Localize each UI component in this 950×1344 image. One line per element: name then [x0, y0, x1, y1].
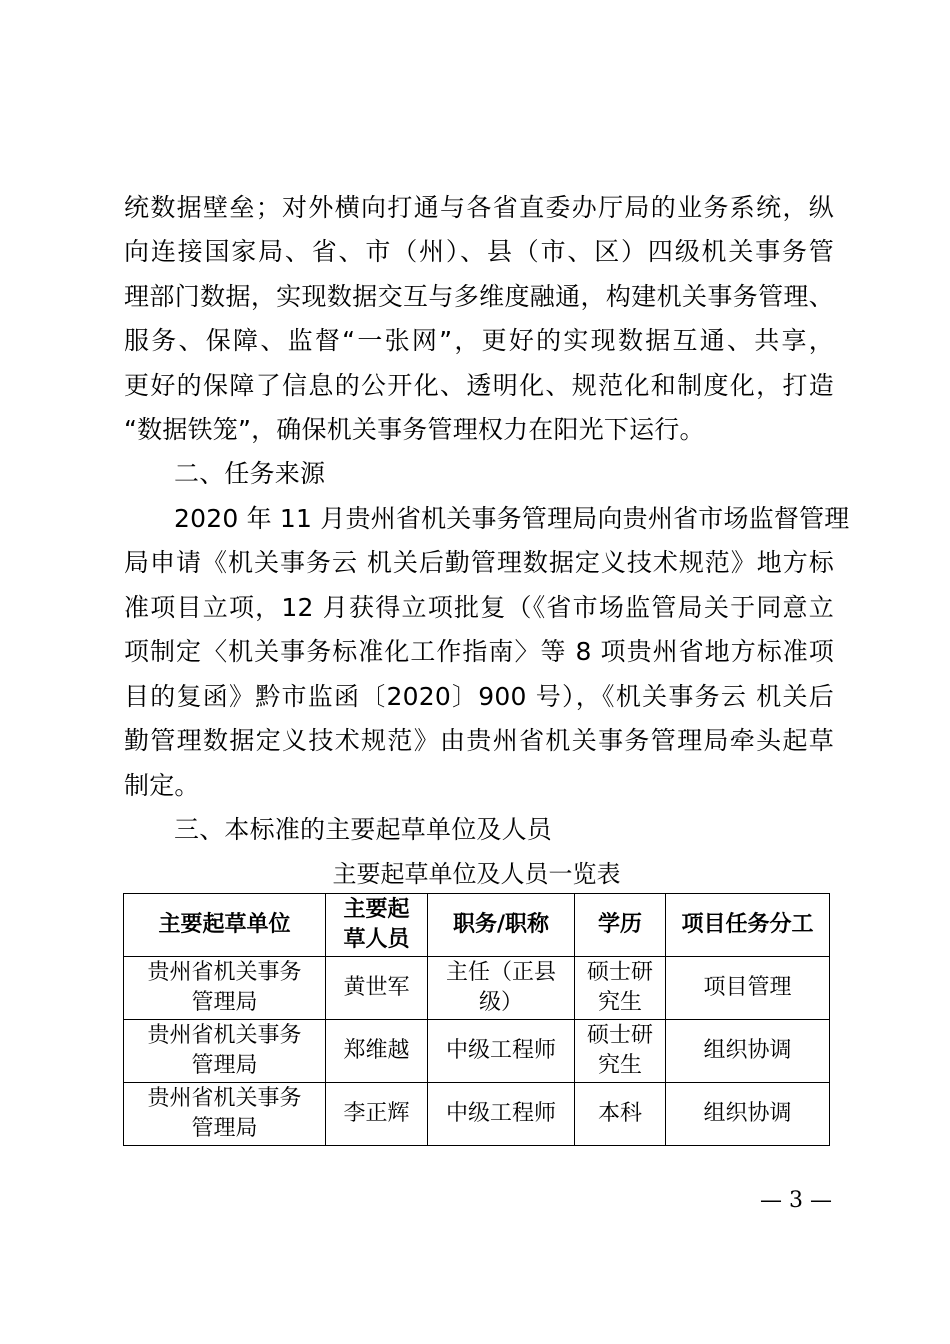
body-text-line: 项制定〈机关事务标准化工作指南〉等 8 项贵州省地方标准项: [124, 637, 834, 666]
body-text-line: 服务、保障、监督“一张网”，更好的实现数据互通、共享，: [124, 326, 834, 355]
cell-drafter: 李正辉: [326, 1083, 428, 1146]
table-row: [124, 957, 830, 1020]
cell-task: 组织协调: [666, 1083, 830, 1146]
cell-title: 主任（正县级）: [428, 957, 575, 1020]
cell-drafter: 黄世军: [326, 957, 428, 1020]
page-number: — 3 —: [760, 1188, 832, 1213]
drafters-table: [123, 893, 830, 1146]
cell-task: 项目管理: [666, 957, 830, 1020]
body-text-line: 2020 年 11 月贵州省机关事务管理局向贵州省市场监督管理: [174, 504, 850, 533]
body-text-line: 更好的保障了信息的公开化、透明化、规范化和制度化，打造: [124, 371, 834, 400]
body-text-line: 理部门数据，实现数据交互与多维度融通，构建机关事务管理、: [124, 282, 834, 311]
table-caption: 主要起草单位及人员一览表: [332, 860, 621, 888]
table-row: [124, 1083, 830, 1146]
cell-education: 本科: [575, 1083, 666, 1146]
body-text-line: 局申请《机关事务云 机关后勤管理数据定义技术规范》地方标: [124, 548, 834, 577]
cell-task: 组织协调: [666, 1020, 830, 1083]
table-header-row: [124, 894, 830, 957]
section-heading-task-source: 二、任务来源: [174, 459, 326, 488]
header-cell-education: 学历: [575, 894, 666, 957]
cell-title: 中级工程师: [428, 1083, 575, 1146]
header-cell-unit: 主要起草单位: [124, 894, 326, 957]
cell-education: 硕士研究生: [575, 957, 666, 1020]
table-row: [124, 1020, 830, 1083]
body-text-line: 制定。: [124, 771, 200, 800]
cell-unit: 贵州省机关事务管理局: [124, 1020, 326, 1083]
cell-unit: 贵州省机关事务管理局: [124, 1083, 326, 1146]
body-text-line: “数据铁笼”，确保机关事务管理权力在阳光下运行。: [124, 415, 705, 444]
cell-title: 中级工程师: [428, 1020, 575, 1083]
header-cell-task: 项目任务分工: [666, 894, 830, 957]
cell-education: 硕士研究生: [575, 1020, 666, 1083]
section-heading-drafters: 三、本标准的主要起草单位及人员: [174, 815, 553, 844]
body-text-line: 目的复函》黔市监函〔2020〕900 号），《机关事务云 机关后: [124, 682, 834, 711]
body-text-line: 统数据壁垒；对外横向打通与各省直委办厅局的业务系统，纵: [124, 193, 834, 222]
body-text-line: 准项目立项，12 月获得立项批复（《省市场监管局关于同意立: [124, 593, 834, 622]
body-text-line: 向连接国家局、省、市（州）、县（市、区）四级机关事务管: [124, 237, 834, 266]
header-cell-title: 职务/职称: [428, 894, 575, 957]
header-cell-drafter: 主要起草人员: [326, 894, 428, 957]
cell-unit: 贵州省机关事务管理局: [124, 957, 326, 1020]
body-text-line: 勤管理数据定义技术规范》由贵州省机关事务管理局牵头起草: [124, 726, 834, 755]
cell-drafter: 郑维越: [326, 1020, 428, 1083]
